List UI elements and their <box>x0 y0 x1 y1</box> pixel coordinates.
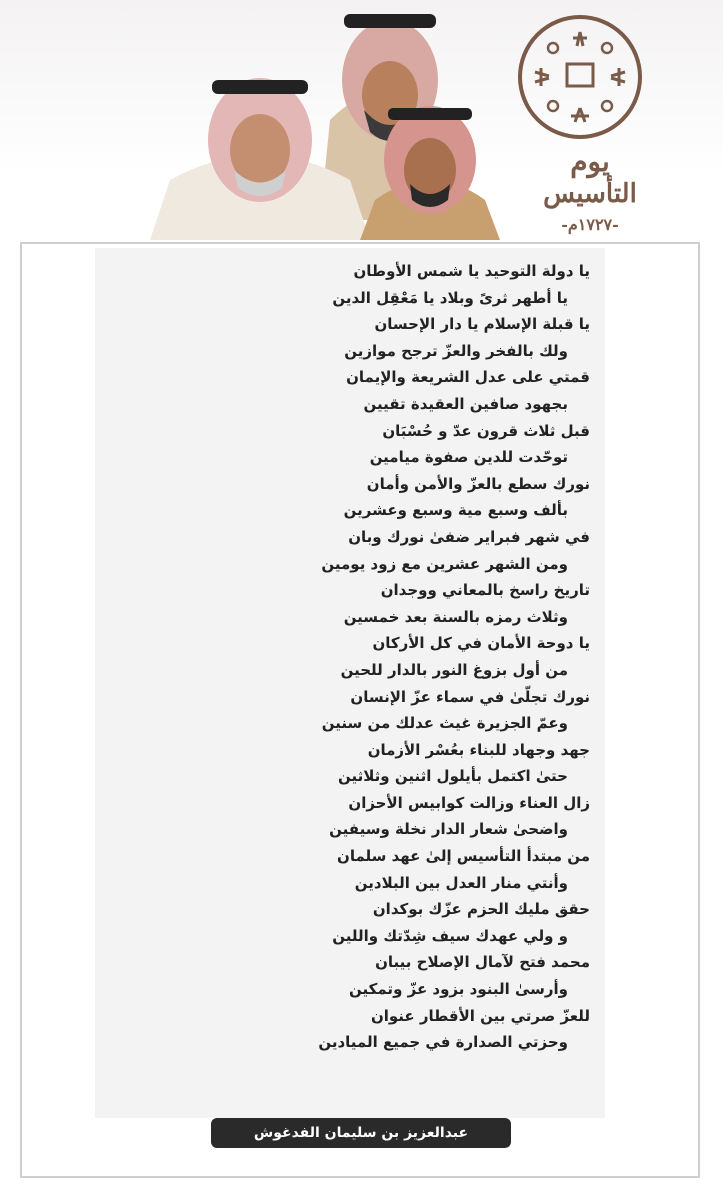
poem-line: جهد وجهاد للبناء بعُسْر الأزمان <box>367 740 590 759</box>
poem-line: حتىٰ اكتمل بأيلول اثنين وثلاثين <box>338 767 568 786</box>
poem-line: محمد فتح لآمال الإصلاح بيبان <box>375 953 590 972</box>
poem-line: زال العناء وزالت كوابيس الأحزان <box>348 793 590 812</box>
poem-line: ومن الشهر عشرين مع زود يومين <box>321 554 568 573</box>
poem-line: توحّدت للدين صفوة ميامين <box>369 448 568 467</box>
poem-line: حقق مليك الحزم عزّك بوكدان <box>372 900 590 919</box>
founding-day-seal-icon <box>515 12 645 142</box>
founding-day-title <box>520 145 660 237</box>
poem-line: وأنتي منار العدل بين البلادين <box>354 873 568 892</box>
poem-line: يا قبلة الإسلام يا دار الإحسان <box>374 315 590 334</box>
poem-line: واضحىٰ شعار الدار نخلة وسيفين <box>329 820 568 839</box>
poem-line: قمتي على عدل الشريعة والإيمان <box>346 368 590 387</box>
poem-line: و ولي عهدك سيف شِدّتك واللين <box>332 926 568 945</box>
poem-line: يا دولة التوحيد يا شمس الأوطان <box>353 262 590 280</box>
poem-line: يا دوحة الأمان في كل الأركان <box>372 634 590 653</box>
poem-line: ولك بالفخر والعزّ ترجح موازين <box>344 341 568 360</box>
poem-line: بجهود صافين العقيدة تقيين <box>363 394 568 413</box>
poem-line: قبل ثلاث قرون عدّ و حُسْبَان <box>382 421 590 440</box>
poem-line: في شهر فبراير ضفىٰ نورك وبان <box>348 527 590 546</box>
poem-line: وعمّ الجزيرة غيث عدلك من سنين <box>321 714 568 733</box>
poem-line: نورك سطع بالعزّ والأمن وأمان <box>366 474 590 493</box>
poem-line: للعزّ صرتي بين الأقطار عنوان <box>370 1006 590 1025</box>
logo-line1: يوم <box>570 145 610 178</box>
poem-line: وثلاث رمزه بالسنة بعد خمسين <box>343 607 568 626</box>
poem-line: من أول بزوغ النور بالدار للحين <box>340 660 568 679</box>
poem-line: يا أطهر ثرىً وبلاد يا مَعْقِل الدين <box>332 288 568 307</box>
poem-line: بألف وسبع مية وسبع وعشرين <box>343 501 568 520</box>
portrait-left <box>150 70 370 240</box>
poem-line: وأرسىٰ البنود بزود عزّ وتمكين <box>349 980 568 999</box>
poem-line: وحزتي الصدارة في جميع الميادين <box>318 1033 568 1052</box>
logo-line3: -١٧٢٧م- <box>561 215 619 234</box>
author-signature: عبدالعزيز بن سليمان الفدغوش <box>211 1118 511 1148</box>
poem-line: تاريخ راسخ بالمعاني ووجدان <box>380 581 590 600</box>
logo-line2: التأسيس <box>543 179 637 209</box>
poem-line: نورك تجلّىٰ في سماء عزّ الإنسان <box>350 687 590 706</box>
portrait-right <box>360 100 500 240</box>
poem-line: من مبتدأ التأسيس إلىٰ عهد سلمان <box>337 847 590 866</box>
poem-lines <box>110 258 590 1056</box>
